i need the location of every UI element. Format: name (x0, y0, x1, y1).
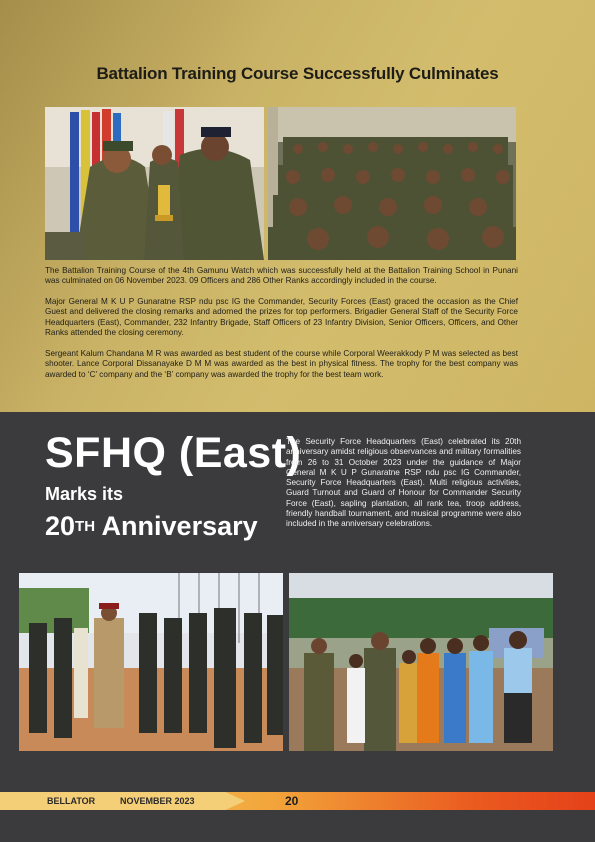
article2-title: SFHQ (East) (45, 429, 302, 477)
seated-soldiers-photo (268, 107, 516, 260)
article2-subtitle: Marks its (45, 484, 124, 504)
footer-month: NOVEMBER 2023 (120, 796, 195, 806)
anniversary-heading (45, 510, 258, 542)
article1-paragraph-1: The Battalion Training Course of the 4th Gamunu Watch which was successfully held at the Battalion Training School in Punani was culminated on 06 November 2023. 09 Officers and 286 Other Ranks accordingly included in the course. (45, 266, 518, 286)
anniversary-suffix: TH (75, 518, 96, 535)
article1-paragraph-2: Major General M K U P Gunaratne RSP ndu psc IG the Commander, Security Forces (East) graced the occasion as the Chief Guest and delivered the closing remarks and adorned the prizes for top performers. Brigadier General Staff of the Security Force Headquarters (East), Commander, 232 Infantry Brigade, Staff Officers of 23 Infantry Division, Senior Officers, Officers, and Other Ranks attended the closing ceremony. (45, 297, 518, 338)
handball-photo (289, 573, 553, 751)
parade-photo (19, 573, 283, 751)
trophy-photo (45, 107, 264, 260)
article2-body: The Security Force Headquarters (East) celebrated its 20th anniversary amidst religious observances and military formalities from 26 to 31 October 2023 under the guidance of Major General M K U P Gunaratne RSP ndu psc IG Commander, Security Force Headquarters (East). Multi religious activities, Guard Turnout and Guard of Honour for Commander Security Force (East), sapling plantation, all rank tea, troop address, friendly handball tournament, and musical programme were also included in the anniversary celebrations. (286, 437, 521, 529)
anniversary-word: Anniversary (95, 511, 258, 541)
anniversary-number: 20 (45, 511, 76, 541)
footer-publication: BELLATOR (47, 796, 96, 806)
page-number: 20 (285, 794, 299, 808)
article1-paragraph-3: Sergeant Kalum Chandana M R was awarded as best student of the course while Corporal Weerakkody P M was selected as best shooter. Lance Corporal Dissanayake D M M was awarded as the best in physical fitness. The trophy for the best company was awarded to ‘C’ company and the ‘B’ company was awarded the trophy for the best team work. (45, 349, 518, 379)
article1-title: Battalion Training Course Successfully Culminates (96, 64, 499, 83)
